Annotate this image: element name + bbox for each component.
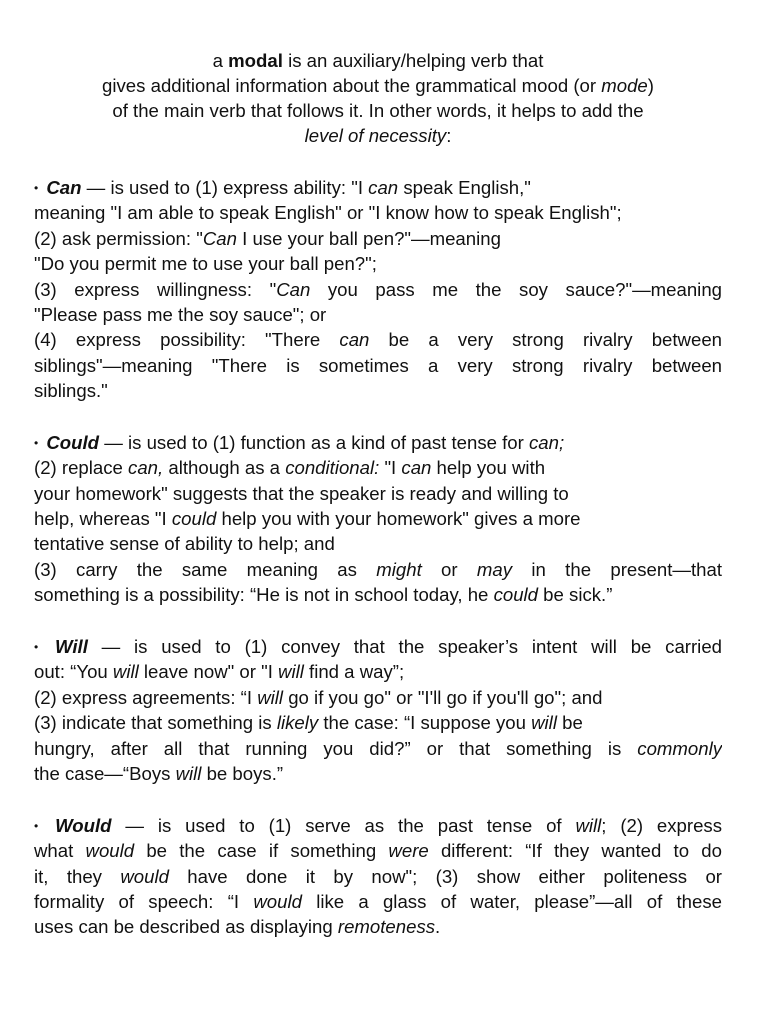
text-segment: something is a possibility: “He is not in school today, he <box>34 584 494 605</box>
text-segment: find a way”; <box>303 661 405 682</box>
text-line <box>34 506 722 532</box>
text-line <box>34 634 722 660</box>
text-segment: will <box>278 661 304 682</box>
text-segment: different: “If they wanted to do <box>428 840 722 861</box>
text-segment: Can <box>276 279 311 300</box>
text-segment: might <box>376 559 422 580</box>
text-segment: will <box>575 815 602 836</box>
text-segment: the case—“Boys <box>34 763 176 784</box>
text-segment: level of necessity <box>304 125 447 146</box>
text-segment: be sick.” <box>538 584 613 605</box>
text-segment: tentative sense of ability to help; and <box>34 533 335 554</box>
text-line <box>34 378 722 404</box>
text-segment: in the present—that <box>512 559 722 580</box>
text-segment: can, <box>128 457 164 478</box>
text-segment: — is used to (1) convey that the speaker’s intent will be carried <box>87 636 722 657</box>
text-line <box>34 557 722 583</box>
text-segment: uses can be described as displaying <box>34 916 338 937</box>
text-segment: modal <box>228 50 283 71</box>
text-segment: siblings." <box>34 380 108 401</box>
text-segment: be the case if something <box>134 840 389 861</box>
text-segment: may <box>476 559 513 580</box>
text-segment: will <box>112 661 139 682</box>
text-line <box>34 685 722 711</box>
text-segment: out: “You <box>34 661 113 682</box>
text-segment: leave now" or "I <box>138 661 279 682</box>
text-line <box>34 98 722 124</box>
text-line <box>34 302 722 328</box>
text-segment: help you with your homework" gives a more <box>216 508 581 529</box>
text-line <box>34 353 722 379</box>
text-segment: would <box>85 840 135 861</box>
text-segment: speak English," <box>398 177 531 198</box>
text-segment: your homework" suggests that the speaker is ready and willing to <box>34 483 569 504</box>
text-segment: would <box>120 866 169 887</box>
text-line <box>34 455 722 481</box>
text-segment: a <box>212 50 229 71</box>
text-segment: formality of speech: “I <box>34 891 254 912</box>
text-line <box>34 251 722 277</box>
bullet-icon: • <box>34 181 39 195</box>
text-segment: likely <box>276 712 319 733</box>
text-line <box>34 813 722 839</box>
text-segment: help you with <box>431 457 546 478</box>
text-segment <box>41 636 55 657</box>
text-segment: the case: “I suppose you <box>318 712 532 733</box>
text-line <box>34 226 722 252</box>
text-line <box>34 481 722 507</box>
text-segment: (3) carry the same meaning as <box>34 559 377 580</box>
text-segment: (2) replace <box>34 457 129 478</box>
text-segment: it, they <box>34 866 121 887</box>
text-segment: (2) ask permission: " <box>34 228 203 249</box>
text-segment: conditional: <box>285 457 380 478</box>
text-segment: be boys.” <box>201 763 284 784</box>
text-segment: ) <box>647 75 654 96</box>
bullet-icon: • <box>34 640 39 654</box>
text-segment: Would <box>55 815 112 836</box>
text-line <box>34 277 722 303</box>
text-line <box>34 123 722 149</box>
text-segment: can <box>339 329 370 350</box>
text-segment: would <box>253 891 302 912</box>
text-segment: or <box>421 559 477 580</box>
text-segment: can; <box>529 432 565 453</box>
text-segment: siblings"—meaning "There is sometimes a very strong rivalry between <box>34 355 722 376</box>
text-segment: "Do you permit me to use your ball pen?"; <box>34 253 377 274</box>
text-segment: gives additional information about the grammatical mood (or <box>102 75 602 96</box>
text-segment: ; (2) express <box>601 815 722 836</box>
text-segment: will <box>257 687 284 708</box>
text-line <box>34 582 722 608</box>
text-segment: — is used to (1) serve as the past tense of <box>111 815 576 836</box>
text-line <box>34 864 722 890</box>
text-line <box>34 761 722 787</box>
text-segment: I use your ball pen?"—meaning <box>236 228 501 249</box>
text-segment: — is used to (1) express ability: "I <box>81 177 369 198</box>
text-segment: you pass me the soy sauce?"—meaning <box>310 279 722 300</box>
bullet-icon: • <box>34 436 39 450</box>
text-segment: . <box>435 916 441 937</box>
text-segment: could <box>171 508 217 529</box>
text-line <box>34 200 722 226</box>
text-segment: Could <box>46 432 100 453</box>
text-segment: what <box>34 840 86 861</box>
text-segment: can <box>401 457 432 478</box>
text-line <box>34 710 722 736</box>
text-segment: will <box>175 763 202 784</box>
text-segment: meaning "I am able to speak English" or "I know how to speak English"; <box>34 202 622 223</box>
text-segment: hungry, after all that running you did?” or that something is <box>34 738 638 759</box>
text-segment: "I <box>379 457 402 478</box>
text-line <box>34 48 722 74</box>
text-segment: commonly <box>637 738 722 759</box>
text-segment <box>41 815 55 836</box>
text-line <box>34 659 722 685</box>
text-line <box>34 838 722 864</box>
bullet-icon: • <box>34 819 39 833</box>
text-segment: is an auxiliary/helping verb that <box>282 50 544 71</box>
text-line <box>34 327 722 353</box>
text-segment: — is used to (1) function as a kind of past tense for <box>99 432 529 453</box>
text-segment: help, whereas "I <box>34 508 172 529</box>
text-segment: could <box>493 584 539 605</box>
text-segment: Can <box>46 177 82 198</box>
text-segment: : <box>446 125 452 146</box>
text-line <box>34 73 722 99</box>
text-segment: (2) express agreements: “I <box>34 687 258 708</box>
text-segment: be a very strong rivalry between <box>369 329 722 350</box>
text-segment: Will <box>54 636 88 657</box>
text-line <box>34 736 722 762</box>
text-line <box>34 914 722 940</box>
text-segment: although as a <box>163 457 286 478</box>
text-segment: be <box>556 712 583 733</box>
text-segment: (3) indicate that something is <box>34 712 277 733</box>
text-segment: Can <box>202 228 237 249</box>
text-segment: like a glass of water, please”—all of these <box>301 891 722 912</box>
text-segment: were <box>388 840 429 861</box>
text-segment: "Please pass me the soy sauce"; or <box>34 304 327 325</box>
text-segment: have done it by now"; (3) show either politeness or <box>168 866 722 887</box>
text-segment: mode <box>601 75 648 96</box>
text-segment: (3) express willingness: " <box>34 279 277 300</box>
text-segment: remoteness <box>337 916 436 937</box>
text-line <box>34 889 722 915</box>
text-segment: (4) express possibility: "There <box>34 329 340 350</box>
text-segment: will <box>531 712 557 733</box>
text-segment: can <box>368 177 399 198</box>
text-line <box>34 531 722 557</box>
text-segment: of the main verb that follows it. In other words, it helps to add the <box>112 100 644 121</box>
text-segment: go if you go" or "I'll go if you'll go"; and <box>283 687 603 708</box>
